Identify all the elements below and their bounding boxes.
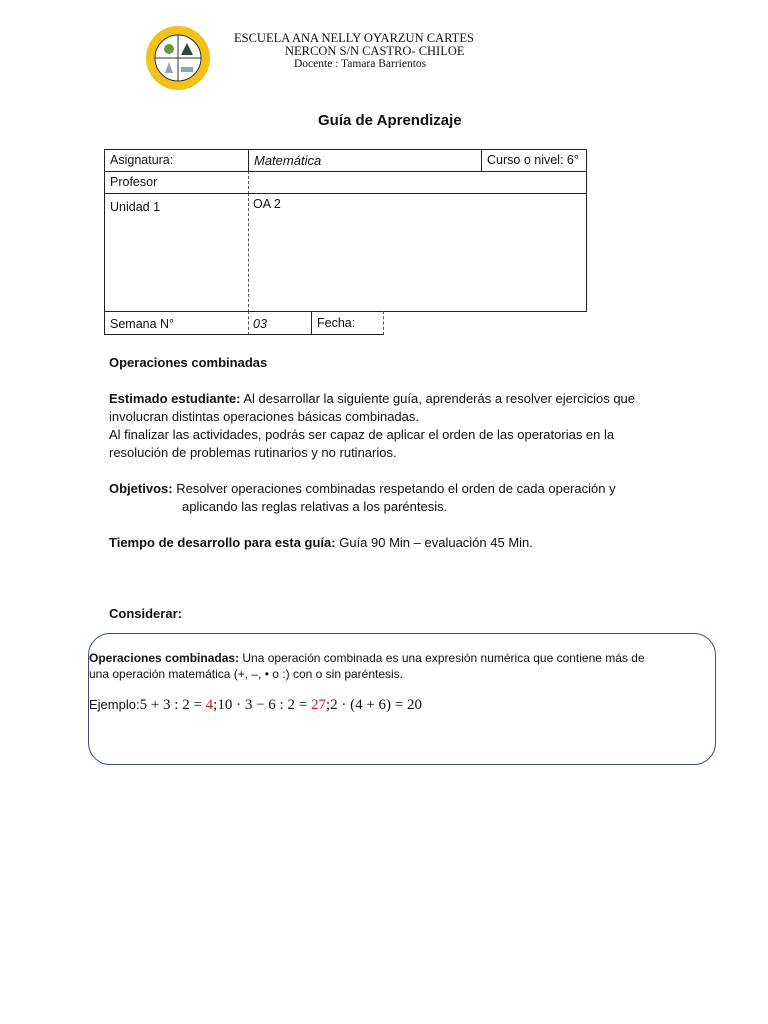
profesor-value — [248, 171, 587, 194]
objectives-line-1 — [109, 481, 616, 496]
objectives-text: Resolver operaciones combinadas respetando el orden de cada operación y — [172, 481, 616, 496]
objectives-line-2: aplicando las reglas relativas a los paréntesis. — [182, 499, 448, 514]
semana-label: Semana N° — [104, 311, 249, 335]
separator: ; — [325, 697, 331, 713]
example-2: 10 · 3 − 6 : 2 = — [217, 697, 311, 713]
example-1-result: 4 — [205, 697, 214, 713]
time-line — [109, 535, 533, 550]
example-3: 2 · (4 + 6) = 20 — [330, 697, 423, 713]
intro-line-1 — [109, 391, 635, 406]
intro-line-3: Al finalizar las actividades, podrás ser capaz de aplicar el orden de las operatorias en la — [109, 427, 615, 442]
teacher-name: Docente : Tamara Barrientos — [294, 58, 427, 70]
school-name: ESCUELA ANA NELLY OYARZUN CARTES — [234, 31, 474, 45]
intro-bold: Estimado estudiante: — [109, 391, 241, 406]
semana-value: 03 — [248, 311, 312, 335]
objectives-label: Objetivos: — [109, 481, 173, 496]
asignatura-value: Matemática — [248, 149, 482, 172]
considerar-heading: Considerar: — [109, 606, 182, 621]
definition-text: Una operación combinada es una expresión numérica que contiene más de — [239, 651, 645, 665]
intro-line-4: resolución de problemas rutinarios y no rutinarios. — [109, 445, 397, 460]
definition-bold: Operaciones combinadas: — [89, 651, 240, 665]
unidad-label: Unidad 1 — [104, 193, 249, 312]
section-title: Operaciones combinadas — [109, 355, 268, 370]
definition-line-2: una operación matemática (+, –, • o :) con o sin paréntesis. — [89, 667, 404, 681]
oa-value: OA 2 — [248, 193, 587, 312]
separator: ; — [213, 697, 218, 713]
intro-text: Al desarrollar la siguiente guía, aprenderás a resolver ejercicios que — [240, 391, 636, 406]
page-title: Guía de Aprendizaje — [318, 112, 462, 129]
example-line — [89, 697, 422, 714]
profesor-label: Profesor — [104, 171, 249, 194]
example-2-result: 27 — [310, 697, 326, 713]
fecha-label: Fecha: — [311, 311, 384, 335]
time-value: Guía 90 Min – evaluación 45 Min. — [335, 535, 533, 550]
school-logo — [145, 25, 211, 91]
curso-label: Curso o nivel: 6° — [481, 149, 587, 172]
example-label: Ejemplo: — [89, 697, 140, 712]
definition-line-1 — [89, 651, 701, 665]
intro-line-2: involucran distintas operaciones básicas combinadas. — [109, 409, 420, 424]
school-address: NERCON S/N CASTRO- CHILOE — [285, 44, 465, 58]
time-label: Tiempo de desarrollo para esta guía: — [109, 535, 336, 550]
example-1: 5 + 3 : 2 = — [139, 697, 206, 713]
asignatura-label: Asignatura: — [104, 149, 249, 172]
